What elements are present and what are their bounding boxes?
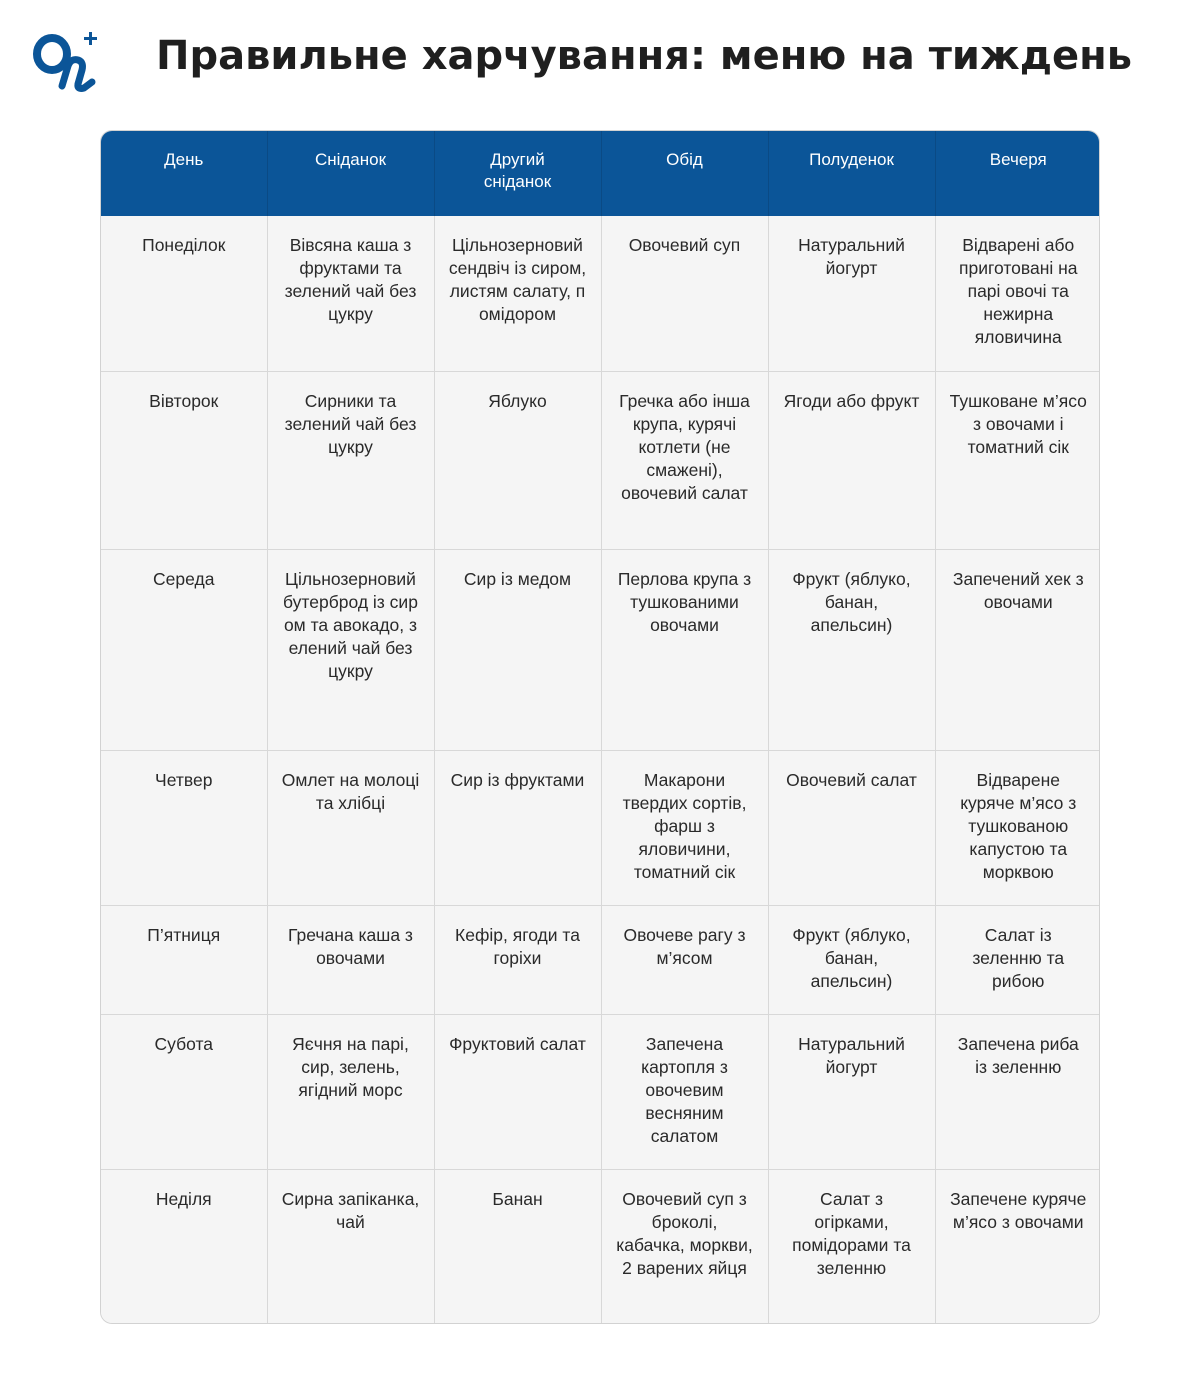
table-cell: Сирники та зелений чай без цукру: [267, 371, 434, 549]
table-cell-day: Вівторок: [101, 371, 267, 549]
table-cell: Сир із медом: [434, 549, 601, 750]
table-cell: Салат із зеленню та рибою: [935, 905, 1100, 1014]
table-cell: Макарони твердих сортів, фарш з яловичини, томатний сік: [601, 750, 768, 905]
table-row: [101, 549, 1100, 750]
table-cell: Відварені або приготовані на парі овочі та нежирна яловичина: [935, 216, 1100, 371]
table-cell: Банан: [434, 1169, 601, 1323]
table-cell: Натуральний йогурт: [768, 1014, 935, 1169]
table-cell: Запечена картопля з овочевим весняним салатом: [601, 1014, 768, 1169]
table-cell: Запечена риба із зеленню: [935, 1014, 1100, 1169]
page-title: Правильне харчування: меню на тиждень: [156, 33, 1133, 79]
table-cell: Омлет на молоці та хлібці: [267, 750, 434, 905]
table-cell: Яєчня на парі, сир, зелень, ягідний морс: [267, 1014, 434, 1169]
table-cell: Перлова крупа з тушкованими овочами: [601, 549, 768, 750]
table-row: [101, 905, 1100, 1014]
table-cell: Сир із фруктами: [434, 750, 601, 905]
table-cell: Цільнозерновий бутерброд із сиром та авокадо, зелений чай без цукру: [267, 549, 434, 750]
column-header-lunch: Обід: [601, 131, 768, 216]
column-header-breakfast: Сніданок: [267, 131, 434, 216]
table-cell-day: Середа: [101, 549, 267, 750]
table-cell-day: Понеділок: [101, 216, 267, 371]
column-header-dinner: Вечеря: [935, 131, 1100, 216]
table-cell-day: П’ятниця: [101, 905, 267, 1014]
table-cell-day: Субота: [101, 1014, 267, 1169]
table-cell: Гречана каша з овочами: [267, 905, 434, 1014]
table-row: [101, 750, 1100, 905]
column-header-second-breakfast: Другий сніданок: [434, 131, 601, 216]
table-header-row: [101, 131, 1100, 216]
table-cell: Запечене куряче м’ясо з овочами: [935, 1169, 1100, 1323]
table-row: [101, 371, 1100, 549]
table-cell: Відварене куряче м’ясо з тушкованою капустою та морквою: [935, 750, 1100, 905]
page-header: [0, 0, 1200, 110]
table-cell: Ягоди або фрукт: [768, 371, 935, 549]
table-cell: Вівсяна каша з фруктами та зелений чай без цукру: [267, 216, 434, 371]
table-cell: Кефір, ягоди та горіхи: [434, 905, 601, 1014]
table-cell: Овочевий суп з броколі, кабачка, моркви, 2 варених яйця: [601, 1169, 768, 1323]
table-cell: Запечений хек з овочами: [935, 549, 1100, 750]
table-cell: Яблуко: [434, 371, 601, 549]
table-cell: Гречка або інша крупа, курячі котлети (не смажені), овочевий салат: [601, 371, 768, 549]
table-cell: Овочевий суп: [601, 216, 768, 371]
table-cell-day: Четвер: [101, 750, 267, 905]
table-cell: Салат з огірками, помідорами та зеленню: [768, 1169, 935, 1323]
table-cell: Цільнозерновий сендвіч із сиром, листям салату, помідором: [434, 216, 601, 371]
table-cell-day: Неділя: [101, 1169, 267, 1323]
column-header-day: День: [101, 131, 267, 216]
meal-plan-table: [100, 130, 1100, 1324]
table-cell: Фрукт (яблуко, банан, апельсин): [768, 549, 935, 750]
table-cell: Овочеве рагу з м’ясом: [601, 905, 768, 1014]
table-cell: Натуральний йогурт: [768, 216, 935, 371]
table-row: [101, 1014, 1100, 1169]
column-header-snack: Полуденок: [768, 131, 935, 216]
table-cell: Фрукт (яблуко, банан, апельсин): [768, 905, 935, 1014]
table-header: [101, 131, 1100, 216]
brand-logo-icon: [32, 28, 104, 94]
table-cell: Фруктовий салат: [434, 1014, 601, 1169]
table-body: [101, 216, 1100, 1323]
table-cell: Тушковане м’ясо з овочами і томатний сік: [935, 371, 1100, 549]
table-row: [101, 216, 1100, 371]
table-cell: Сирна запіканка, чай: [267, 1169, 434, 1323]
table-cell: Овочевий салат: [768, 750, 935, 905]
table-row: [101, 1169, 1100, 1323]
